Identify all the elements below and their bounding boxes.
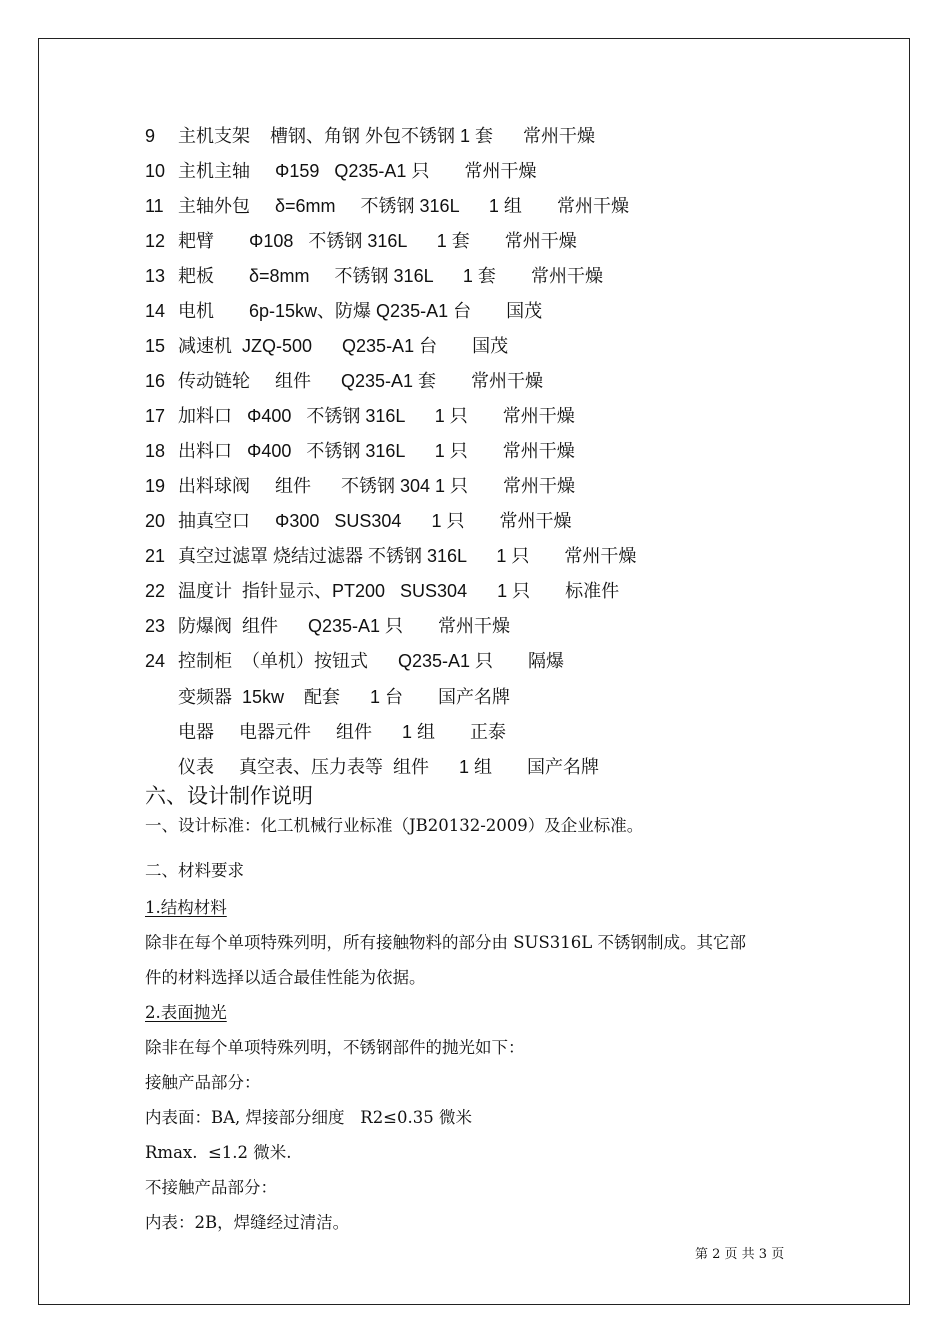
item-number: 12 [145,231,166,251]
item-text: 温度计 指针显示、PT200 SUS304 1 只 标准件 [178,581,620,601]
item-text: 传动链轮 组件 Q235-A1 套 常州干燥 [178,371,544,391]
item-number: 19 [145,476,166,496]
design-standard-paragraph: 一、设计标准：化工机械行业标准（JB20132-2009）及企业标准。 [145,816,644,835]
item-text: 出料球阀 组件 不锈钢 304 1 只 常州干燥 [178,476,576,496]
item-number: 21 [145,546,166,566]
item-text: 电机 6p-15kw、防爆 Q235-A1 台 国茂 [178,301,543,321]
page-number: 第 2 页 共 3 页 [695,1247,785,1262]
item-text: 耙臂 Φ108 不锈钢 316L 1 套 常州干燥 [178,231,577,251]
item-number: 20 [145,511,166,531]
material-requirements-heading: 二、材料要求 [145,861,244,880]
inner-surface-spec: 内表面：BA, 焊接部分细度 R2≤0.35 微米 [145,1108,472,1127]
non-contact-part-label: 不接触产品部分： [145,1178,277,1197]
item-number: 13 [145,266,166,286]
item-text: 控制柜 （单机）按钮式 Q235-A1 只 隔爆 [178,651,565,671]
item-text: 加料口 Φ400 不锈钢 316L 1 只 常州干燥 [178,406,575,426]
item-number: 11 [145,196,164,216]
item-text: 防爆阀 组件 Q235-A1 只 常州干燥 [178,616,511,636]
item-number: 16 [145,371,166,391]
item-text: 仪表 真空表、压力表等 组件 1 组 国产名牌 [178,757,600,777]
surface-polish-text: 除非在每个单项特殊列明，不锈钢部件的抛光如下： [145,1038,525,1057]
item-number: 24 [145,651,166,671]
item-number: 17 [145,406,166,426]
item-text: 主轴外包 δ=6mm 不锈钢 316L 1 组 常州干燥 [178,196,629,216]
item-number: 22 [145,581,166,601]
item-text: 真空过滤罩 烧结过滤器 不锈钢 316L 1 只 常州干燥 [178,546,637,566]
section-title: 六、设计制作说明 [145,784,313,808]
item-text: 电器 电器元件 组件 1 组 正泰 [178,722,507,742]
item-text: 变频器 15kw 配套 1 台 国产名牌 [178,687,511,707]
item-number: 23 [145,616,166,636]
item-text: 减速机 JZQ-500 Q235-A1 台 国茂 [178,336,509,356]
item-text: 主机主轴 Φ159 Q235-A1 只 常州干燥 [178,161,537,181]
contact-part-label: 接触产品部分： [145,1073,261,1092]
item-text: 主机支架 槽钢、角钢 外包不锈钢 1 套 常州干燥 [178,126,596,146]
item-text: 抽真空口 Φ300 SUS304 1 只 常州干燥 [178,511,572,531]
structural-material-text-line1: 除非在每个单项特殊列明，所有接触物料的部分由 SUS316L 不锈钢制成。其它部 [145,933,746,952]
item-number: 15 [145,336,166,356]
rmax-spec: Rmax. ≤1.2 微米. [145,1143,292,1162]
structural-material-text-line2: 件的材料选择以适合最佳性能为依据。 [145,968,426,987]
item-number: 10 [145,161,166,181]
item-text: 耙板 δ=8mm 不锈钢 316L 1 套 常州干燥 [178,266,603,286]
surface-polish-heading: 2.表面抛光 [145,1003,227,1022]
inner-spec-2b: 内表：2B，焊缝经过清洁。 [145,1213,350,1232]
item-number: 18 [145,441,166,461]
structural-material-heading: 1.结构材料 [145,898,227,917]
item-number: 14 [145,301,166,321]
item-number: 9 [145,126,156,146]
item-text: 出料口 Φ400 不锈钢 316L 1 只 常州干燥 [178,441,575,461]
